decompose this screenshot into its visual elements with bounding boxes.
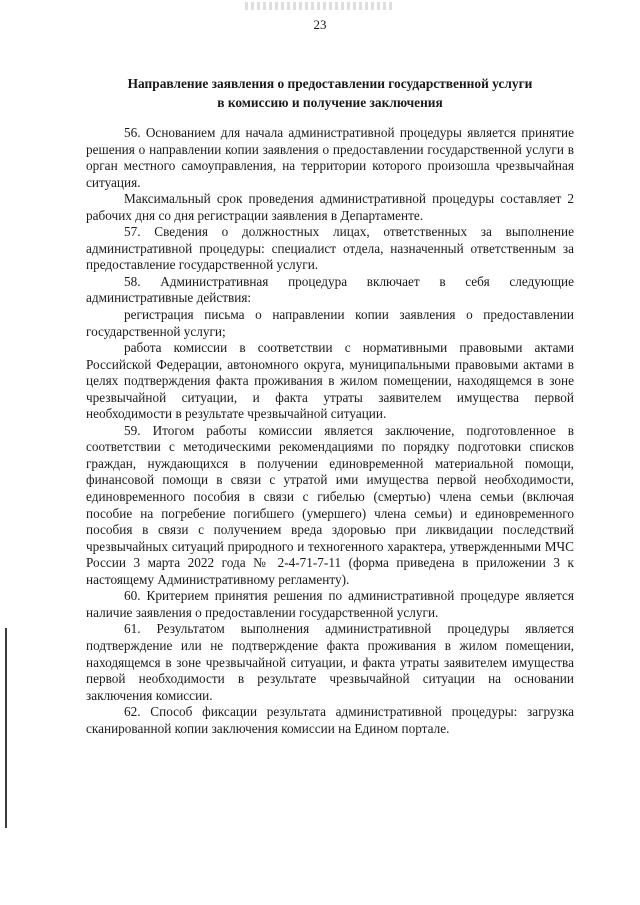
heading-line-2: в комиссию и получение заключения xyxy=(217,95,443,110)
document-body xyxy=(86,125,574,737)
paragraph-57: 57. Сведения о должностных лицах, ответственных за выполнение административной процедуры: специалист отдела, назначенный ответственным за предоставление государственной услуги. xyxy=(86,224,574,273)
paragraph-59: 59. Итогом работы комиссии является заключение, подготовленное в соответствии с методическими рекомендациями по порядку подготовки списков граждан, нуждающихся в получении единовременной материальной помощи, финансовой помощи в связи с утратой ими имущества первой необходимости, единовременного пособия в связи с гибелью (смертью) члена семьи (включая пособие на погребение погибшего (умершего) члена семьи) и единовременного пособия в связи с получением вреда здоровью при ликвидации последствий чрезвычайных ситуаций природного и техногенного характера, утвержденными МЧС России 3 марта 2022 года № 2-4-71-7-11 (форма приведена в приложении 3 к настоящему Административному регламенту). xyxy=(86,422,574,587)
margin-line xyxy=(5,628,7,828)
paragraph-56-term: Максимальный срок проведения административной процедуры составляет 2 рабочих дня со дня регистрации заявления в Департаменте. xyxy=(86,191,574,223)
paragraph-61: 61. Результатом выполнения административной процедуры является подтверждение или не подтверждение факта проживания в жилом помещении, находящемся в зоне чрезвычайной ситуации, и факта утраты заявителем имущества первой необходимости в результате чрезвычайной ситуации на основании заключения комиссии. xyxy=(86,621,574,703)
paragraph-60: 60. Критерием принятия решения по административной процедуре является наличие заявления о предоставлении государственной услуги. xyxy=(86,588,574,620)
paragraph-58: 58. Административная процедура включает в себя следующие административные действия: xyxy=(86,273,574,306)
section-heading xyxy=(85,74,575,112)
heading-line-1: Направление заявления о предоставлении государственной услуги xyxy=(127,76,533,91)
paragraph-62: 62. Способ фиксации результата административной процедуры: загрузка сканированной копии заключения комиссии на Едином портале. xyxy=(86,704,574,736)
paragraph-56: 56. Основанием для начала административной процедуры является принятие решения о направлении копии заявления о предоставлении государственной услуги в орган местного самоуправления, на территории которого произошла чрезвычайная ситуация. xyxy=(86,125,574,190)
scan-artifact xyxy=(245,2,395,10)
paragraph-58-item-2: работа комиссии в соответствии с нормативными правовыми актами Российской Федерации, автономного округа, муниципальными правовыми актами в целях подтверждения факта проживания в жилом помещении, находящемся в зоне чрезвычайной ситуации, и факта утраты заявителем имущества первой необходимости в результате чрезвычайной ситуации. xyxy=(86,340,574,422)
page-number: 23 xyxy=(313,17,327,32)
paragraph-58-item-1: регистрация письма о направлении копии заявления о предоставлении государственной услуги; xyxy=(86,307,574,339)
